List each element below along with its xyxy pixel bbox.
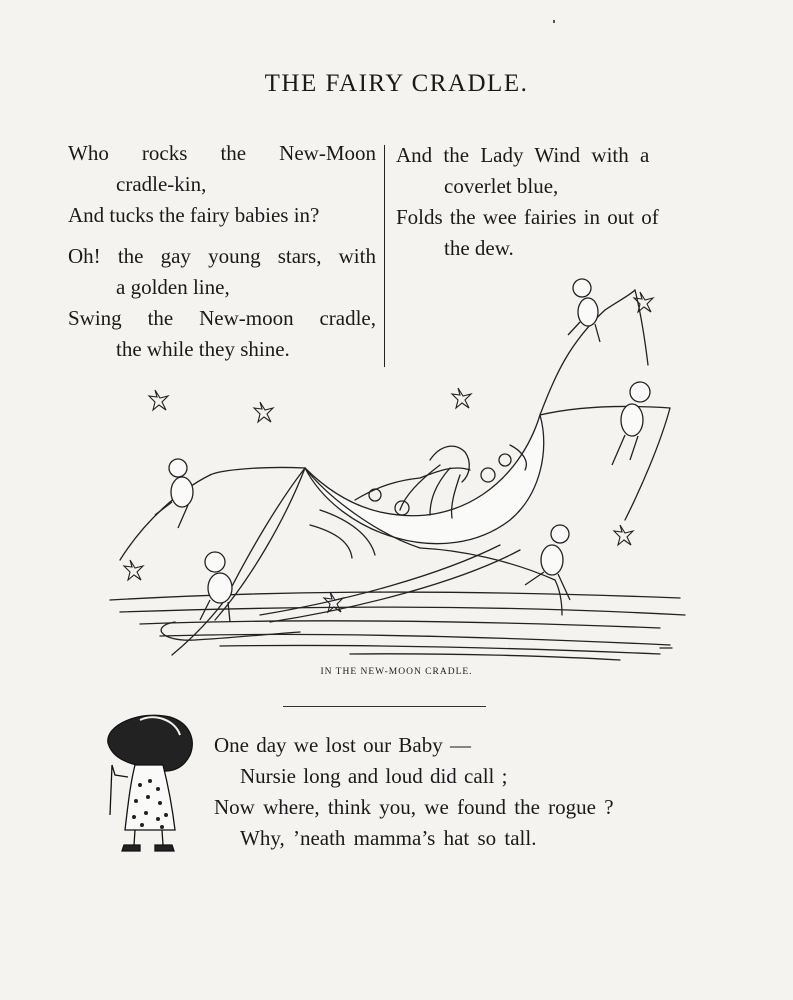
stanza-gap xyxy=(68,231,378,241)
ink-speck xyxy=(553,20,555,23)
poem-line: coverlet blue, xyxy=(444,174,559,198)
section-divider xyxy=(283,706,486,707)
poem-line: Why, ’neath mamma’s hat so tall. xyxy=(240,826,537,850)
page-title: THE FAIRY CRADLE. xyxy=(264,70,529,97)
poem-line: the dew. xyxy=(444,236,514,260)
illustration-caption: IN THE NEW-MOON CRADLE. xyxy=(320,667,473,677)
poem-line: cradle-kin, xyxy=(116,172,207,196)
poem-line: a golden line, xyxy=(116,275,230,299)
poem-line: the while they shine. xyxy=(116,337,290,361)
poem-line: And the Lady Wind with a xyxy=(396,143,650,167)
poem-line: Swing the New-moon cradle, xyxy=(68,306,376,330)
poem-line: Now where, think you, we found the rogue ? xyxy=(214,795,614,819)
child-under-big-hat-illustration xyxy=(100,705,200,860)
fairies-rocking-crescent-moon-illustration xyxy=(100,270,700,670)
poem-line: And tucks the fairy babies in? xyxy=(68,203,320,227)
poem-line: Nursie long and loud did call ; xyxy=(240,764,508,788)
poem-line: Who rocks the New-Moon xyxy=(68,141,376,165)
poem-bottom xyxy=(214,730,614,854)
poem-right-column xyxy=(396,140,716,264)
poem-line: Oh! the gay young stars, with xyxy=(68,244,376,268)
poem-line: One day we lost our Baby — xyxy=(214,733,471,757)
poem-line: Folds the wee fairies in out of xyxy=(396,205,659,229)
